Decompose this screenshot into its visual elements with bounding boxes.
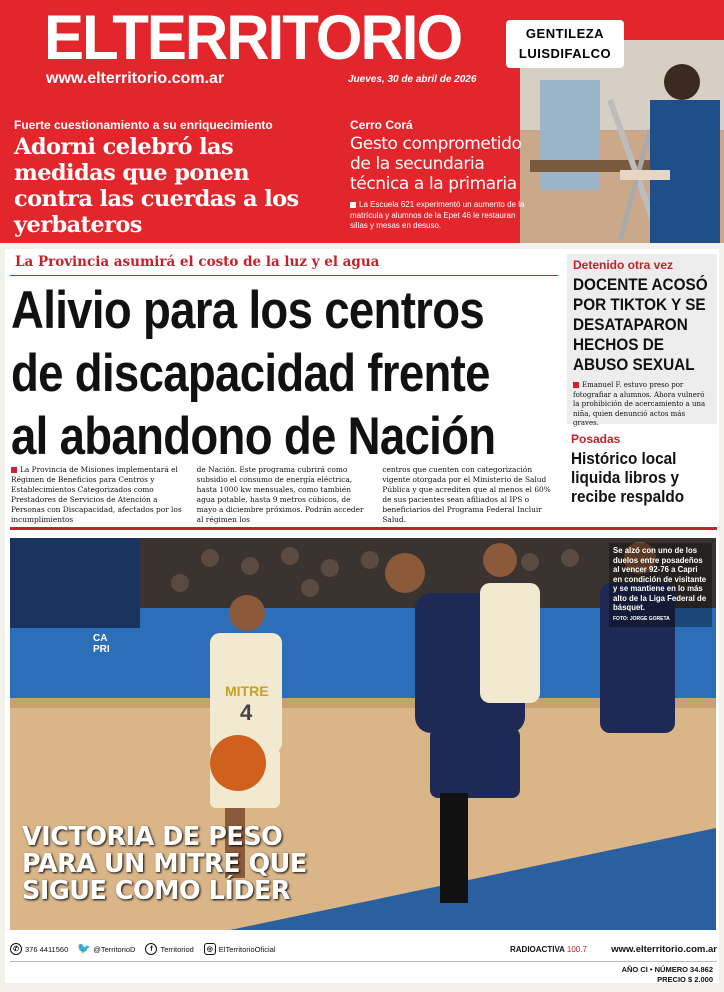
lead-headline[interactable]: Alivio para los centros de discapacidad frente al abandono de Nación: [11, 281, 496, 466]
sidebar-kicker: Posadas: [571, 432, 621, 446]
sidebar: [567, 254, 717, 506]
masthead: [0, 0, 724, 243]
basketball-photo[interactable]: [10, 538, 716, 930]
photo-credit-line1: GENTILEZA: [525, 26, 605, 41]
twitter-icon: 🐦: [77, 942, 92, 955]
sidebar-kicker: Detenido otra vez: [573, 258, 674, 272]
whatsapp-icon: ✆: [10, 943, 22, 955]
teaser-cerro-cora[interactable]: [350, 118, 526, 232]
teaser-adorni[interactable]: [14, 118, 334, 243]
teaser-kicker: Cerro Corá: [350, 118, 413, 132]
issue-price: PRECIO $ 2.000: [657, 975, 713, 984]
teaser-kicker: Fuerte cuestionamiento a su enriquecimiento: [14, 118, 273, 132]
bullet-icon: [350, 202, 356, 208]
edition-date: Jueves, 30 de abril de 2026: [348, 74, 477, 85]
footer-bar: [10, 939, 717, 959]
front-page-body: [5, 249, 719, 983]
lead-body: [11, 465, 556, 525]
photo-credit-line2: LUISDIFALCO: [518, 46, 612, 61]
bullet-icon: [573, 382, 579, 388]
issue-info: [622, 965, 713, 985]
masthead-url[interactable]: www.elterritorio.com.ar: [46, 70, 225, 87]
sidebar-headline[interactable]: DOCENTE ACOSÓ POR TIKTOK Y SE DESATAPARON HECHOS DE ABUSO SEXUAL: [573, 275, 708, 374]
sidebar-headline[interactable]: Histórico local liquida libros y recibe respaldo: [571, 449, 685, 506]
whatsapp-contact[interactable]: ✆ 376 4411560: [10, 943, 68, 955]
sidebar-story-docente[interactable]: [567, 254, 717, 427]
court-ad: CA PRI: [93, 633, 110, 655]
photo-caption: Se alzó con uno de los duelos entre posadeños al vencer 92-76 a Capri en condición de visitante y se mantiene en lo más alto de la Liga Federal de básquet. FOTO: JORGE GORETA: [609, 543, 712, 627]
divider: [10, 275, 558, 276]
instagram-icon: ◎: [204, 943, 216, 955]
photo-credit-badge: [506, 20, 624, 68]
instagram-link[interactable]: ◎ ElTerritorioOficial: [204, 943, 276, 955]
teaser-summary: La Escuela 621 experimentó un aumento de la matrícula y alumnos de la Epet 46 le restauran sillas y mesas en desuso.: [350, 200, 525, 230]
issue-number: AÑO CI • NÚMERO 34.862: [621, 965, 713, 974]
school-workshop-photo: [520, 40, 724, 243]
sports-headline[interactable]: VICTORIA DE PESO PARA UN MITRE QUE SIGUE COMO LÍDER: [22, 822, 307, 906]
lead-kicker: La Provincia asumirá el costo de la luz y el agua: [15, 254, 380, 270]
teaser-headline[interactable]: Gesto comprometido de la secundaria técnica a la primaria: [350, 134, 522, 194]
jersey-number: 4: [240, 700, 253, 725]
newspaper-logo: ELTERRITORIO: [44, 2, 462, 73]
twitter-link[interactable]: 🐦 @TerritorioD: [77, 942, 136, 955]
photographer-credit: FOTO: JORGE GORETA: [613, 615, 670, 622]
radio-ad[interactable]: RADIOACTIVA 100.7: [510, 944, 587, 954]
facebook-link[interactable]: f Territoriod: [145, 943, 193, 955]
footer-divider: [10, 961, 717, 962]
sidebar-story-posadas[interactable]: [567, 432, 717, 506]
section-divider: [10, 527, 717, 530]
bullet-icon: [11, 467, 17, 473]
sidebar-summary: Emanuel F. estuvo preso por fotografiar a alumnos. Ahora vulneró la prohibición de acercamiento a una niña, quien denunció actos más graves.: [573, 381, 706, 427]
footer-url[interactable]: www.elterritorio.com.ar: [611, 943, 717, 955]
lead-column-1: La Provincia de Misiones implementará el Régimen de Beneficios para Centros y Establecimientos Categorizados como Prestadores de Servicios de Atención a Personas con Discapacidad, afectados por los incumplimientos: [11, 465, 182, 524]
radio-frequency: 100.7: [566, 944, 587, 954]
lead-column-3: centros que cuenten con categorización vigente otorgada por el Ministerio de Salud Pública y que acrediten que al menos el 60% de sus pacientes sean afiliados al IPS o beneficiarios del Programa Federal Incluir Salud.: [382, 465, 551, 524]
jersey-text: MITRE: [225, 683, 269, 699]
teaser-headline[interactable]: Adorni celebró las medidas que ponen contra las cuerdas a los yerbateros: [14, 134, 299, 238]
facebook-icon: f: [145, 943, 157, 955]
lead-column-2: de Nación. Este programa cubrirá como subsidio el consumo de energía eléctrica, hasta 1000 kw mensuales, como también agua potable, hasta 9 metros cúbicos, de mayo a diciembre próximos. Podrán acceder al régimen los: [196, 465, 364, 524]
